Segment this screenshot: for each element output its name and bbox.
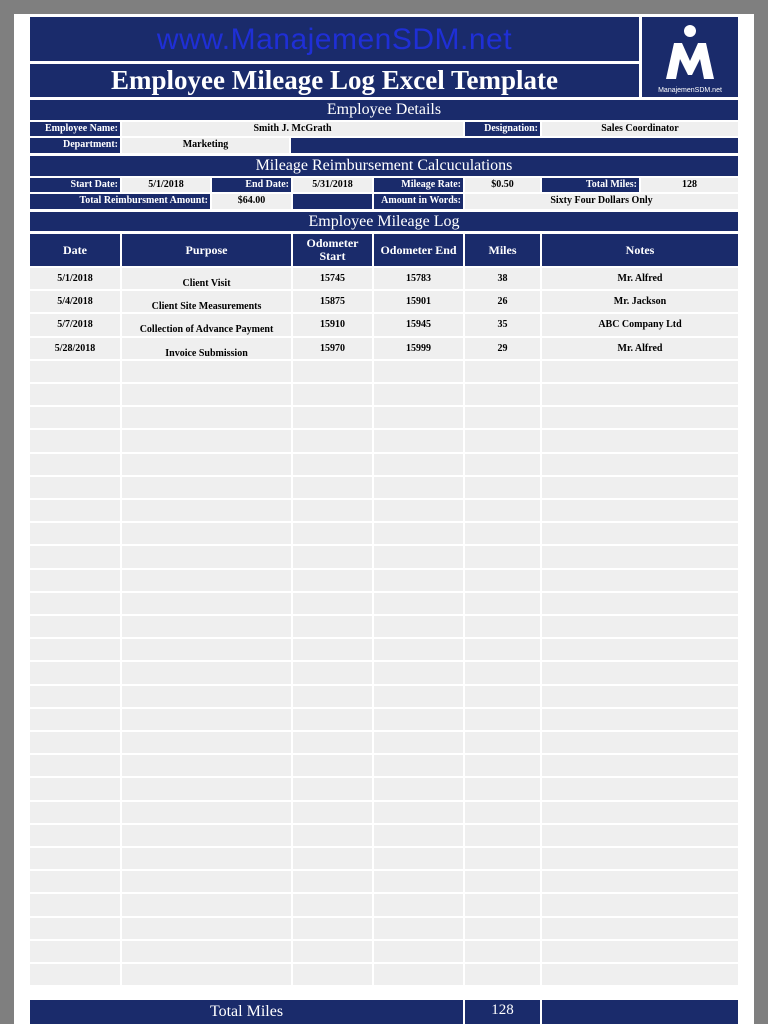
cell-miles[interactable]: 38 (465, 268, 542, 291)
cell-odometer-end[interactable]: 15783 (374, 268, 465, 291)
cell-purpose[interactable] (122, 755, 293, 778)
cell-notes[interactable] (542, 500, 740, 523)
page-title: Employee Mileage Log Excel Template (111, 65, 558, 95)
cell-notes[interactable] (542, 732, 740, 755)
cell-miles[interactable] (465, 570, 542, 593)
cell-date[interactable] (30, 361, 122, 384)
cell-date[interactable] (30, 454, 122, 477)
cell-date[interactable] (30, 616, 122, 639)
cell-odometer-start[interactable] (293, 848, 374, 871)
cell-notes[interactable] (542, 523, 740, 546)
cell-purpose[interactable]: Invoice Submission (122, 338, 293, 361)
column-header-notes: Notes (542, 234, 738, 266)
mileage-log-heading: Employee Mileage Log (30, 212, 738, 231)
cell-date[interactable] (30, 941, 122, 964)
cell-notes[interactable] (542, 778, 740, 801)
mileage-log-sheet (14, 14, 754, 1024)
cell-odometer-end[interactable] (374, 802, 465, 825)
cell-notes[interactable] (542, 709, 740, 732)
cell-notes[interactable]: ABC Company Ltd (542, 314, 740, 337)
cell-purpose[interactable] (122, 802, 293, 825)
cell-miles[interactable]: 29 (465, 338, 542, 361)
cell-miles[interactable] (465, 384, 542, 407)
cell-date[interactable] (30, 802, 122, 825)
total-miles-footer-value: 128 (465, 1000, 540, 1024)
cell-odometer-end[interactable] (374, 918, 465, 941)
cell-purpose[interactable] (122, 407, 293, 430)
cell-notes[interactable] (542, 477, 740, 500)
cell-odometer-start[interactable] (293, 500, 374, 523)
cell-odometer-end[interactable] (374, 361, 465, 384)
cell-purpose[interactable] (122, 454, 293, 477)
cell-odometer-start[interactable] (293, 871, 374, 894)
cell-odometer-start[interactable] (293, 407, 374, 430)
column-header-date: Date (30, 234, 120, 266)
cell-odometer-start[interactable] (293, 778, 374, 801)
cell-odometer-end[interactable] (374, 384, 465, 407)
cell-odometer-end[interactable] (374, 825, 465, 848)
employee-name-label: Employee Name: (30, 122, 120, 136)
cell-miles[interactable]: 26 (465, 291, 542, 314)
cell-notes[interactable] (542, 616, 740, 639)
cell-purpose[interactable] (122, 384, 293, 407)
cell-miles[interactable] (465, 825, 542, 848)
cell-miles[interactable] (465, 407, 542, 430)
cell-purpose[interactable]: Client Visit (122, 268, 293, 291)
cell-date[interactable] (30, 871, 122, 894)
amount-in-words-label: Amount in Words: (374, 194, 463, 209)
cell-purpose[interactable] (122, 500, 293, 523)
cell-odometer-end[interactable] (374, 964, 465, 987)
total-amount-value: $64.00 (212, 194, 291, 209)
cell-purpose[interactable] (122, 848, 293, 871)
cell-date[interactable] (30, 384, 122, 407)
total-amount-label: Total Reimbursment Amount: (30, 194, 210, 209)
cell-odometer-end[interactable] (374, 454, 465, 477)
logo-caption: ManajemenSDM.net (658, 87, 722, 94)
cell-notes[interactable] (542, 686, 740, 709)
cell-odometer-end[interactable] (374, 848, 465, 871)
cell-odometer-end[interactable] (374, 894, 465, 917)
amount-filler (293, 194, 372, 209)
cell-notes[interactable] (542, 639, 740, 662)
cell-odometer-end[interactable] (374, 662, 465, 685)
cell-miles[interactable] (465, 871, 542, 894)
cell-date[interactable]: 5/7/2018 (30, 314, 122, 337)
cell-odometer-start[interactable] (293, 894, 374, 917)
cell-date[interactable] (30, 430, 122, 453)
cell-notes[interactable] (542, 430, 740, 453)
cell-purpose[interactable] (122, 918, 293, 941)
end-date-value[interactable]: 5/31/2018 (293, 178, 372, 192)
amount-in-words-value: Sixty Four Dollars Only (465, 194, 738, 209)
cell-date[interactable] (30, 407, 122, 430)
cell-miles[interactable] (465, 639, 542, 662)
cell-date[interactable] (30, 593, 122, 616)
cell-purpose[interactable] (122, 570, 293, 593)
start-date-label: Start Date: (30, 178, 120, 192)
cell-date[interactable] (30, 662, 122, 685)
cell-miles[interactable] (465, 546, 542, 569)
cell-odometer-start[interactable] (293, 361, 374, 384)
mileage-rate-value[interactable]: $0.50 (465, 178, 540, 192)
cell-date[interactable] (30, 848, 122, 871)
cell-date[interactable] (30, 755, 122, 778)
cell-purpose[interactable] (122, 894, 293, 917)
cell-purpose[interactable] (122, 686, 293, 709)
cell-odometer-start[interactable] (293, 825, 374, 848)
cell-notes[interactable]: Mr. Jackson (542, 291, 740, 314)
cell-odometer-end[interactable] (374, 686, 465, 709)
cell-odometer-start[interactable] (293, 918, 374, 941)
cell-odometer-end[interactable] (374, 639, 465, 662)
cell-odometer-end[interactable] (374, 523, 465, 546)
cell-miles[interactable] (465, 755, 542, 778)
cell-odometer-start[interactable] (293, 639, 374, 662)
cell-miles[interactable] (465, 454, 542, 477)
start-date-value[interactable]: 5/1/2018 (122, 178, 210, 192)
cell-date[interactable] (30, 639, 122, 662)
cell-purpose[interactable] (122, 523, 293, 546)
cell-notes[interactable] (542, 593, 740, 616)
cell-odometer-end[interactable] (374, 570, 465, 593)
cell-notes[interactable] (542, 848, 740, 871)
column-header-miles: Miles (465, 234, 540, 266)
total-miles-label: Total Miles: (542, 178, 639, 192)
cell-notes[interactable]: Mr. Alfred (542, 338, 740, 361)
cell-odometer-start[interactable] (293, 964, 374, 987)
department-label: Department: (30, 138, 120, 153)
cell-purpose[interactable] (122, 662, 293, 685)
cell-odometer-start[interactable] (293, 593, 374, 616)
cell-odometer-end[interactable] (374, 941, 465, 964)
title-banner (30, 64, 639, 97)
total-miles-footer-label: Total Miles (209, 1003, 284, 1020)
cell-odometer-start[interactable] (293, 616, 374, 639)
column-header-odometer-end: Odometer End (374, 234, 463, 266)
cell-odometer-start[interactable] (293, 546, 374, 569)
cell-purpose[interactable] (122, 964, 293, 987)
cell-date[interactable] (30, 477, 122, 500)
reimbursement-heading: Mileage Reimbursement Calcuculations (30, 156, 738, 176)
cell-date[interactable]: 5/28/2018 (30, 338, 122, 361)
cell-miles[interactable] (465, 964, 542, 987)
cell-odometer-end[interactable] (374, 616, 465, 639)
department-value[interactable]: Marketing (122, 138, 289, 153)
cell-date[interactable] (30, 825, 122, 848)
cell-odometer-end[interactable]: 15901 (374, 291, 465, 314)
cell-notes[interactable] (542, 361, 740, 384)
cell-purpose[interactable] (122, 361, 293, 384)
url-banner (30, 17, 639, 61)
department-filler (291, 138, 738, 153)
cell-date[interactable] (30, 964, 122, 987)
cell-odometer-start[interactable] (293, 662, 374, 685)
cell-purpose[interactable] (122, 616, 293, 639)
cell-miles[interactable] (465, 918, 542, 941)
cell-odometer-end[interactable] (374, 871, 465, 894)
cell-notes[interactable] (542, 802, 740, 825)
cell-miles[interactable] (465, 732, 542, 755)
cell-miles[interactable] (465, 593, 542, 616)
total-miles-value: 128 (641, 178, 738, 192)
cell-notes[interactable] (542, 454, 740, 477)
cell-purpose[interactable] (122, 709, 293, 732)
cell-date[interactable] (30, 709, 122, 732)
cell-purpose[interactable] (122, 778, 293, 801)
cell-odometer-end[interactable] (374, 709, 465, 732)
cell-notes[interactable] (542, 546, 740, 569)
cell-date[interactable] (30, 570, 122, 593)
cell-odometer-end[interactable]: 15999 (374, 338, 465, 361)
cell-date[interactable] (30, 686, 122, 709)
cell-notes[interactable] (542, 662, 740, 685)
cell-purpose[interactable] (122, 825, 293, 848)
cell-miles[interactable] (465, 361, 542, 384)
cell-notes[interactable] (542, 570, 740, 593)
cell-odometer-start[interactable] (293, 477, 374, 500)
cell-odometer-start[interactable] (293, 384, 374, 407)
employee-details-heading: Employee Details (30, 100, 738, 120)
mileage-rate-label: Mileage Rate: (374, 178, 463, 192)
cell-miles[interactable] (465, 848, 542, 871)
cell-miles[interactable] (465, 802, 542, 825)
cell-miles[interactable] (465, 477, 542, 500)
cell-odometer-end[interactable] (374, 546, 465, 569)
cell-purpose[interactable] (122, 871, 293, 894)
cell-odometer-end[interactable] (374, 407, 465, 430)
logo (642, 17, 738, 97)
cell-odometer-end[interactable] (374, 778, 465, 801)
designation-value[interactable]: Sales Coordinator (542, 122, 738, 136)
cell-date[interactable] (30, 778, 122, 801)
person-m-logo-icon (642, 17, 738, 87)
designation-label: Designation: (465, 122, 540, 136)
cell-date[interactable] (30, 500, 122, 523)
cell-miles[interactable] (465, 430, 542, 453)
cell-odometer-end[interactable] (374, 755, 465, 778)
cell-date[interactable] (30, 918, 122, 941)
cell-notes[interactable] (542, 384, 740, 407)
cell-purpose[interactable] (122, 639, 293, 662)
cell-miles[interactable] (465, 941, 542, 964)
cell-miles[interactable] (465, 523, 542, 546)
cell-date[interactable]: 5/1/2018 (30, 268, 122, 291)
cell-odometer-start[interactable]: 15745 (293, 268, 374, 291)
cell-odometer-end[interactable] (374, 732, 465, 755)
cell-notes[interactable] (542, 407, 740, 430)
cell-odometer-start[interactable] (293, 709, 374, 732)
cell-date[interactable]: 5/4/2018 (30, 291, 122, 314)
cell-miles[interactable]: 35 (465, 314, 542, 337)
cell-miles[interactable] (465, 778, 542, 801)
cell-odometer-start[interactable]: 15970 (293, 338, 374, 361)
cell-purpose[interactable] (122, 477, 293, 500)
cell-odometer-start[interactable]: 15910 (293, 314, 374, 337)
cell-notes[interactable] (542, 825, 740, 848)
cell-notes[interactable] (542, 918, 740, 941)
cell-notes[interactable]: Mr. Alfred (542, 268, 740, 291)
cell-notes[interactable] (542, 941, 740, 964)
cell-odometer-start[interactable]: 15875 (293, 291, 374, 314)
cell-notes[interactable] (542, 871, 740, 894)
cell-notes[interactable] (542, 894, 740, 917)
cell-odometer-end[interactable] (374, 593, 465, 616)
total-miles-footer (30, 1000, 463, 1024)
cell-date[interactable] (30, 546, 122, 569)
cell-odometer-start[interactable] (293, 430, 374, 453)
cell-notes[interactable] (542, 964, 740, 987)
cell-purpose[interactable] (122, 546, 293, 569)
cell-odometer-start[interactable] (293, 454, 374, 477)
cell-notes[interactable] (542, 755, 740, 778)
site-url[interactable]: www.ManajemenSDM.net (156, 23, 513, 56)
cell-miles[interactable] (465, 616, 542, 639)
column-header-odometer-start: Odometer Start (293, 234, 372, 266)
cell-odometer-end[interactable] (374, 430, 465, 453)
cell-purpose[interactable] (122, 732, 293, 755)
end-date-label: End Date: (212, 178, 291, 192)
cell-miles[interactable] (465, 500, 542, 523)
column-header-purpose: Purpose (122, 234, 291, 266)
cell-date[interactable] (30, 894, 122, 917)
cell-odometer-start[interactable] (293, 732, 374, 755)
cell-odometer-start[interactable] (293, 523, 374, 546)
cell-purpose[interactable] (122, 941, 293, 964)
cell-purpose[interactable]: Client Site Measurements (122, 291, 293, 314)
cell-purpose[interactable]: Collection of Advance Payment (122, 314, 293, 337)
cell-date[interactable] (30, 732, 122, 755)
cell-miles[interactable] (465, 686, 542, 709)
cell-odometer-end[interactable] (374, 477, 465, 500)
cell-miles[interactable] (465, 709, 542, 732)
cell-odometer-end[interactable]: 15945 (374, 314, 465, 337)
cell-purpose[interactable] (122, 430, 293, 453)
cell-odometer-start[interactable] (293, 802, 374, 825)
cell-purpose[interactable] (122, 593, 293, 616)
cell-miles[interactable] (465, 662, 542, 685)
cell-miles[interactable] (465, 894, 542, 917)
cell-odometer-start[interactable] (293, 755, 374, 778)
cell-date[interactable] (30, 523, 122, 546)
employee-name-value[interactable]: Smith J. McGrath (122, 122, 463, 136)
cell-odometer-start[interactable] (293, 941, 374, 964)
total-footer-filler (542, 1000, 738, 1024)
cell-odometer-end[interactable] (374, 500, 465, 523)
cell-odometer-start[interactable] (293, 686, 374, 709)
cell-odometer-start[interactable] (293, 570, 374, 593)
